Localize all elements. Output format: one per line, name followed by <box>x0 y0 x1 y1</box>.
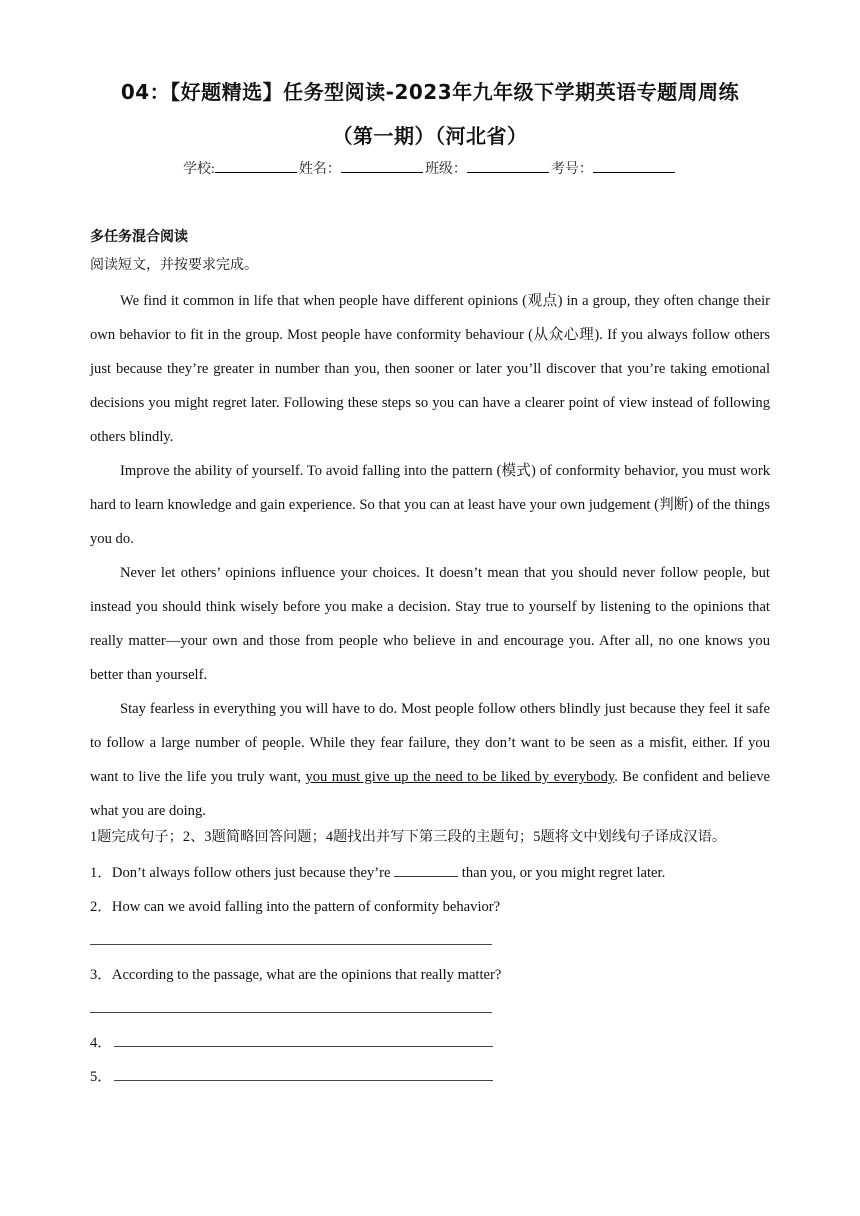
underlined-sentence: you must give up the need to be liked by everybody <box>305 769 615 785</box>
page-title: 04：【好题精选】任务型阅读-2023年九年级下学期英语专题周周练 <box>120 80 740 104</box>
question-5-number: 5． <box>90 1069 112 1085</box>
question-5-answer-line[interactable] <box>114 1066 493 1081</box>
question-1-number: 1． <box>90 865 112 881</box>
passage-paragraph-4 <box>90 692 770 828</box>
question-1-text-end: than you, or you might regret later. <box>461 865 666 881</box>
name-label: 姓名： <box>298 162 341 177</box>
school-label: 学校: <box>183 162 215 177</box>
name-field[interactable] <box>341 160 423 173</box>
question-2-text: How can we avoid falling into the pattern of conformity behavior? <box>111 899 501 915</box>
task-requirements: 1题完成句子；2、3题简略回答问题；4题找出并写下第三段的主题句；5题将文中划线句子译成汉语。 <box>90 829 727 845</box>
section-heading: 多任务混合阅读 <box>90 229 188 245</box>
reading-passage <box>90 284 770 828</box>
question-3-text: According to the passage, what are the opinions that really matter? <box>111 967 502 983</box>
class-label: 班级： <box>424 162 467 177</box>
school-field[interactable] <box>215 160 297 173</box>
question-4-answer-line[interactable] <box>114 1032 493 1047</box>
question-5 <box>90 1065 790 1086</box>
student-info-row <box>0 158 860 178</box>
question-1 <box>90 861 790 882</box>
passage-paragraph-3: Never let others’ opinions influence your choices. It doesn’t mean that you should never follow people, but instead you should think wisely before you make a decision. Stay true to yourself by listening to the opinions that really matter—your own and those from people who believe in and encourage you. After all, no one knows you better than yourself. <box>90 565 770 683</box>
question-2 <box>90 895 790 916</box>
question-1-text-start: Don’t always follow others just because they’re <box>111 865 391 881</box>
question-3 <box>90 963 790 984</box>
question-1-blank[interactable] <box>394 864 458 877</box>
exam-no-label: 考号： <box>550 162 593 177</box>
page-subtitle: （第一期）（河北省） <box>332 124 528 148</box>
passage-paragraph-2: Improve the ability of yourself. To avoid falling into the pattern (模式) of conformity behavior, you must work hard to learn knowledge and gain experience. So that you can at least have your own judgement (判断) of the things you do. <box>90 463 770 547</box>
question-2-number: 2． <box>90 899 112 915</box>
paragraph-4-text-end: . Be confident and believe what you are doing. <box>90 769 770 819</box>
question-3-number: 3． <box>90 967 112 983</box>
question-2-answer-line[interactable] <box>90 944 492 945</box>
exam-no-field[interactable] <box>593 160 675 173</box>
section-instruction: 阅读短文，并按要求完成。 <box>90 257 258 273</box>
passage-paragraph-1: We find it common in life that when people have different opinions (观点) in a group, they often change their own behavior to fit in the group. Most people have conformity behaviour (从众心理). If you always follow others just because they’re greater in number than you, then sooner or later you’ll discover that you’re taking emotional decisions you might regret later. Following these steps so you can have a clearer point of view instead of following others blindly. <box>90 293 770 445</box>
question-4-number: 4． <box>90 1035 112 1051</box>
paragraph-4-text-start: Stay fearless in everything you will have to do. Most people follow others blindly just because they feel it safe to follow a large number of people. While they fear failure, they don’t want to be seen as a misfit, either. If you want to live the life you truly want, <box>90 701 770 785</box>
question-4 <box>90 1031 790 1052</box>
class-field[interactable] <box>467 160 549 173</box>
question-3-answer-line[interactable] <box>90 1012 492 1013</box>
